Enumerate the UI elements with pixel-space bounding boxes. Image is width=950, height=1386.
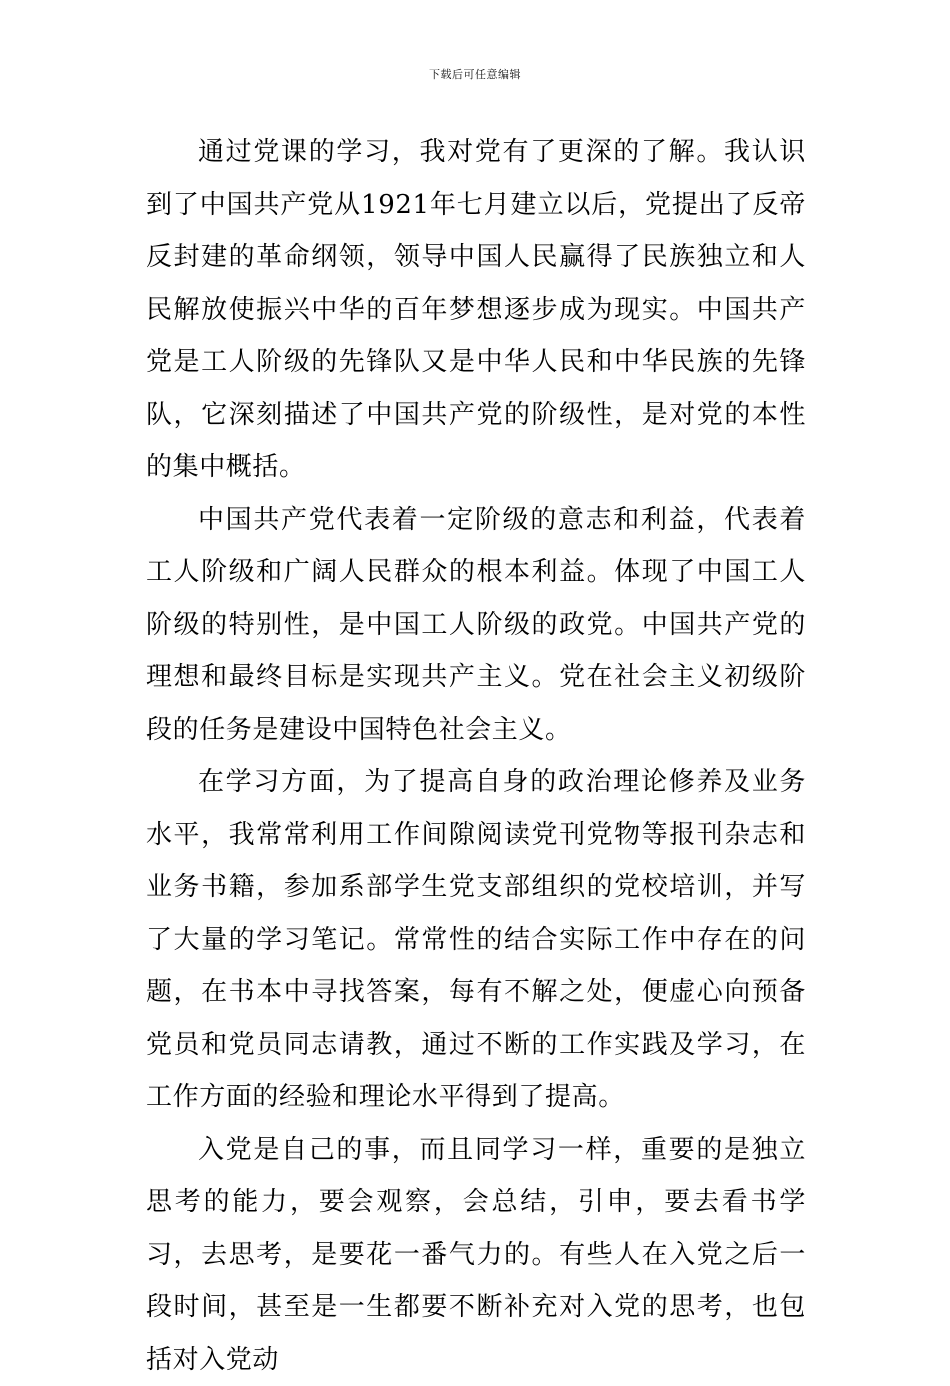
paragraph-4: 入党是自己的事，而且同学习一样，重要的是独立思考的能力，要会观察，会总结，引申，要去看书学习，去思考，是要花一番气力的。有些人在入党之后一段时间，甚至是一生都要不断补充对入党的思考，也包括对入党动 (146, 1124, 806, 1386)
paragraph-2: 中国共产党代表着一定阶级的意志和利益，代表着工人阶级和广阔人民群众的根本利益。体现了中国工人阶级的特别性，是中国工人阶级的政党。中国共产党的理想和最终目标是实现共产主义。党在社会主义初级阶段的任务是建设中国特色社会主义。 (146, 494, 806, 757)
paragraph-1: 通过党课的学习，我对党有了更深的了解。我认识到了中国共产党从1921年七月建立以后，党提出了反帝反封建的革命纲领，领导中国人民赢得了民族独立和人民解放使振兴中华的百年梦想逐步成为现实。中国共产党是工人阶级的先锋队又是中华人民和中华民族的先锋队，它深刻描述了中国共产党的阶级性，是对党的本性的集中概括。 (146, 126, 806, 494)
page-header: 下载后可任意编辑 (0, 66, 950, 82)
paragraph-3: 在学习方面，为了提高自身的政治理论修养及业务水平，我常常利用工作间隙阅读党刊党物等报刊杂志和业务书籍，参加系部学生党支部组织的党校培训，并写了大量的学习笔记。常常性的结合实际工作中存在的问题，在书本中寻找答案，每有不解之处，便虚心向预备党员和党员同志请教，通过不断的工作实践及学习，在工作方面的经验和理论水平得到了提高。 (146, 756, 806, 1124)
document-body (146, 126, 806, 1386)
